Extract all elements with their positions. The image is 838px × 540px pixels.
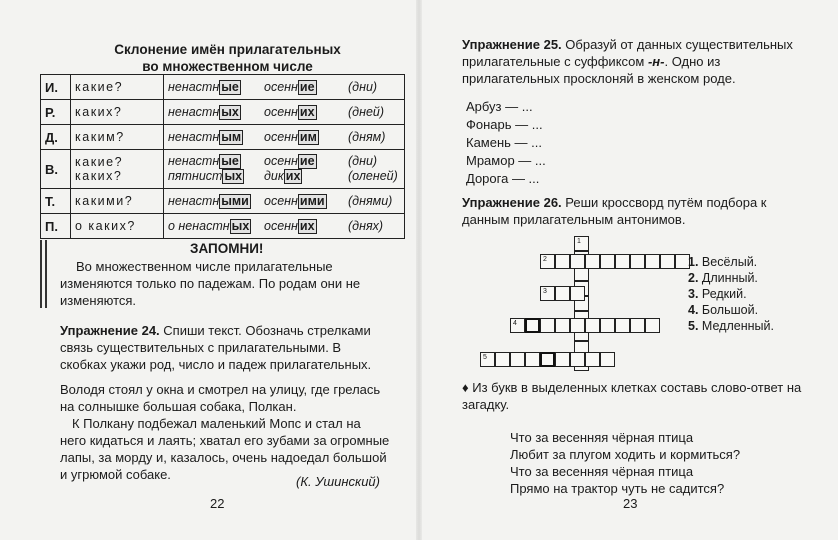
noun: (дней) [348,104,385,119]
noun: (днями) [348,193,393,208]
crossword-cell[interactable] [570,352,585,367]
story-paragraph-2: К Полкану подбежал маленький Мопс и стал на него кидаться и лаять; хватал его зубами за огромные лапы, за морду и, казалось, очень надоедал большой и угрюмой собаке. [60,416,390,482]
case-examples [164,150,405,189]
cell-number: 5 [483,354,487,361]
declension-row [41,100,405,125]
case-examples [164,75,405,100]
crossword-cell[interactable] [555,254,570,269]
crossword-cell[interactable] [525,318,540,333]
case-examples [164,214,405,239]
case-label: И. [41,75,71,100]
riddle-line: Прямо на трактор чуть не садится? [510,481,725,496]
task-text-content: Из букв в выделенных клетках составь слово-ответ на загадку. [462,380,802,412]
crossword-cell[interactable] [630,318,645,333]
remember-text: Во множественном числе прилагательные изменяются только по падежам. По родам они не изменяются. [60,259,361,308]
crossword-cell[interactable] [585,254,600,269]
ending-box: ые [221,154,239,168]
riddle-line: Любит за плугом ходить и кормиться? [510,447,741,462]
crossword-cell[interactable] [600,352,615,367]
adjective-stem: пятнист [168,169,223,183]
declension-table [40,74,405,239]
case-examples [164,125,405,150]
remember-title: ЗАПОМНИ! [190,241,264,256]
exercise-25-text-a: Образуй от данных существительных прилагательные с суффиксом [462,37,793,69]
crossword-cell[interactable] [570,286,585,301]
riddle [510,429,740,497]
crossword-cell[interactable] [600,318,615,333]
example-line [168,105,400,120]
clue-word: Длинный. [701,271,758,285]
example-line [168,219,400,234]
adjective-stem: осенн [264,79,298,94]
ending-box: ых [224,169,243,183]
crossword-cell[interactable] [660,254,675,269]
ending-box: ых [231,218,250,233]
example-line [168,130,400,145]
clue-number: 3. [688,287,699,301]
ending-box: ие [299,79,315,94]
case-question: каких? [71,100,164,125]
crossword-cell[interactable] [645,254,660,269]
clue-number: 1. [688,255,699,269]
declension-row [41,189,405,214]
crossword-cell[interactable] [525,352,540,367]
word-item: Камень — ... [466,135,542,150]
case-label: Д. [41,125,71,150]
clue-word: Редкий. [701,287,747,301]
crossword-cell[interactable] [574,236,589,251]
adjective-stem: ненастн [168,79,220,94]
adjective-stem: ненастн [168,154,220,168]
crossword-cell[interactable] [540,286,555,301]
clue-number: 4. [688,303,699,317]
clue-item [688,318,774,334]
case-label: В. [41,150,71,189]
crossword-cell[interactable] [615,254,630,269]
case-label: П. [41,214,71,239]
crossword-cell[interactable] [645,318,660,333]
noun: (дням) [348,129,386,144]
crossword-cell[interactable] [555,352,570,367]
adjective-stem: ненастн [168,104,220,119]
task-text [462,379,802,413]
exercise-24-text: Спиши текст. Обозначь стрелками связь существительных с прилагательными. В скобках укажи род, число и падеж прилагательных. [60,323,372,372]
cell-number: 2 [543,256,547,263]
right-page [420,0,838,540]
word-item: Арбуз — ... [466,99,533,114]
declension-row [41,75,405,100]
case-label: Р. [41,100,71,125]
clue-number: 2. [688,271,699,285]
ending-box: их [285,169,301,183]
adjective-stem: ненастн [168,129,220,144]
case-question: каким? [71,125,164,150]
clue-number: 5. [688,319,699,333]
exercise-24-title: Упражнение 24. [60,323,160,338]
ending-box: ие [299,154,315,168]
remember-bar-inner [45,240,47,308]
noun: (оленей) [348,169,398,183]
adjective-stem: осенн [264,104,298,119]
word-item: Дорога — ... [466,171,540,186]
clue-word: Весёлый. [701,255,758,269]
remember-bar [40,240,42,308]
clue-item [688,270,774,286]
adjective-stem: осенн [264,193,298,208]
case-question: какие? каких? [71,150,164,189]
crossword-cell[interactable] [555,318,570,333]
exercise-26-text: Реши кроссворд путём подбора к данным прилагательным антонимов. [462,195,767,227]
case-examples [164,189,405,214]
ending-box: ими [299,193,325,208]
example-line [168,169,400,184]
table-title-line-1: Склонение имён прилагательных [114,42,341,57]
ending-box: их [299,218,315,233]
cell-number: 4 [513,320,517,327]
exercise-24 [60,322,390,373]
example-line [168,194,400,209]
exercise-25-suffix: -н- [647,54,665,69]
case-label: Т. [41,189,71,214]
clue-word: Медленный. [701,319,774,333]
case-question: какие? [71,75,164,100]
crossword-cell[interactable] [540,254,555,269]
adjective-stem: осенн [264,218,298,233]
crossword-cell[interactable] [510,352,525,367]
crossword-cell[interactable] [540,318,555,333]
crossword-clues [688,254,774,334]
ending-box: их [299,104,315,119]
cell-number: 1 [577,238,581,245]
page-number-left: 22 [210,496,225,511]
declension-row [41,214,405,239]
clue-item [688,286,774,302]
adjective-stem: осенн [264,154,298,168]
adjective-stem: дик [264,169,284,183]
ending-box: ые [221,79,239,94]
exercise-25-text-b: . Одно из прилагательных просклоняй в женском роде. [462,54,736,86]
ending-box: ых [221,104,239,119]
example-line [168,154,400,169]
word-item: Фонарь — ... [466,117,543,132]
page-number-right: 23 [623,496,638,511]
riddle-line: Что за весенняя чёрная птица [510,464,694,479]
crossword-cell[interactable] [600,254,615,269]
crossword-cell[interactable] [615,318,630,333]
table-title [40,41,415,75]
noun: (дни) [348,79,378,94]
crossword-cell[interactable] [495,352,510,367]
cell-number: 3 [543,288,547,295]
ending-box: ыми [221,193,249,208]
riddle-line: Что за весенняя чёрная птица [510,430,694,445]
crossword-cell[interactable] [480,352,495,367]
crossword-cell[interactable] [510,318,525,333]
crossword-cell[interactable] [540,352,555,367]
crossword-cell[interactable] [630,254,645,269]
exercise-25-title: Упражнение 25. [462,37,562,52]
adjective-stem: ненастн [168,193,220,208]
example-line [168,80,400,95]
story-paragraph-1: Володя стоял у окна и смотрел на улицу, где грелась на солнышке большая собака, Полкан. [60,382,381,414]
table-title-line-2: во множественном числе [142,59,313,74]
exercise-26-title: Упражнение 26. [462,195,562,210]
ending-box: ым [221,129,242,144]
crossword-cell[interactable] [570,318,585,333]
crossword-cell[interactable] [555,286,570,301]
clue-item [688,254,774,270]
word-item: Мрамор — ... [466,153,546,168]
diamond-icon: ♦ [462,380,469,395]
crossword-cell[interactable] [585,318,600,333]
declension-row [41,150,405,189]
case-question: о каких? [71,214,164,239]
ending-box: им [299,129,317,144]
case-examples [164,100,405,125]
clue-item [688,302,774,318]
case-question: какими? [71,189,164,214]
adjective-stem: о ненастн [168,218,230,233]
adjective-stem: осенн [264,129,298,144]
noun: (дни) [348,154,378,168]
crossword-cell[interactable] [570,254,585,269]
clue-word: Большой. [701,303,759,317]
declension-row [41,125,405,150]
crossword-cell[interactable] [585,352,600,367]
author: (К. Ушинский) [296,474,380,489]
noun: (днях) [348,218,384,233]
